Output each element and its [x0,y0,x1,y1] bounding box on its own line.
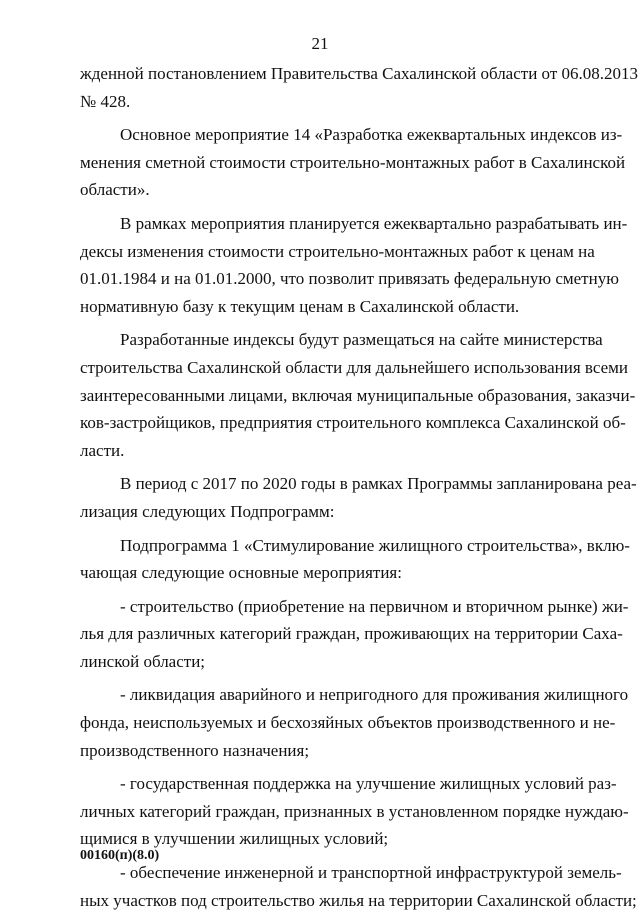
text-line: фонда, неиспользуемых и бесхозяйных объектов производственного и не- [80,713,616,733]
text-line: - строительство (приобретение на первичном и вторичном рынке) жи- [120,596,629,616]
text-line: строительства Сахалинской области для дальнейшего использования всеми [80,357,628,377]
text-line: жденной постановлением Правительства Сахалинской области от 06.08.2013 [80,64,638,83]
document-body [80,60,638,914]
paragraph [80,532,630,587]
text-line: - ликвидация аварийного и непригодного для проживания жилищного [120,685,629,705]
text-line: № 428. [80,91,131,111]
text-line: чающая следующие основные мероприятия: [80,563,402,583]
paragraph [80,210,628,320]
text-line: ных участков под строительство жилья на территории Сахалинской области; [80,890,637,910]
page-number: 21 [311,34,329,53]
paragraph [80,326,636,464]
text-line: линской области; [80,651,206,671]
text-line: заинтересованными лицами, включая муниципальные образования, заказчи- [80,385,636,405]
list-item [80,681,629,764]
text-line: ков-застройщиков, предприятия строительного комплекса Сахалинской об- [80,413,626,433]
text-line: Подпрограмма 1 «Стимулирование жилищного строительства», вклю- [120,535,630,555]
text-line: лизация следующих Подпрограмм: [80,501,335,521]
text-line: дексы изменения стоимости строительно-монтажных работ к ценам на [80,241,595,261]
text-line: нормативную базу к текущим ценам в Сахалинской области. [80,296,520,316]
list-item [80,770,629,853]
list-item [80,859,637,914]
paragraph [80,60,638,115]
text-line: щимися в улучшении жилищных условий; [80,829,389,849]
text-line: - обеспечение инженерной и транспортной инфраструктурой земель- [120,863,622,883]
document-code: 00160(п)(8.0) [80,848,160,863]
text-line: - государственная поддержка на улучшение жилищных условий раз- [120,774,617,794]
text-line: Разработанные индексы будут размещаться на сайте министерства [120,330,603,350]
text-line: производственного назначения; [80,740,310,760]
paragraph [80,121,626,204]
text-line: 01.01.1984 и на 01.01.2000, что позволит привязать федеральную сметную [80,269,619,289]
text-line: области». [80,180,150,200]
text-line: личных категорий граждан, признанных в установленном порядке нуждаю- [80,801,629,821]
list-item [80,593,629,676]
paragraph [80,470,637,525]
text-line: лья для различных категорий граждан, проживающих на территории Саха- [80,624,623,644]
text-line: Основное мероприятие 14 «Разработка ежеквартальных индексов из- [120,125,623,145]
text-line: В период с 2017 по 2020 годы в рамках Программы запланирована реа- [120,474,637,494]
text-line: менения сметной стоимости строительно-монтажных работ в Сахалинской [80,152,626,172]
text-line: ласти. [80,440,125,460]
text-line: В рамках мероприятия планируется ежеквартально разрабатывать ин- [120,213,628,233]
